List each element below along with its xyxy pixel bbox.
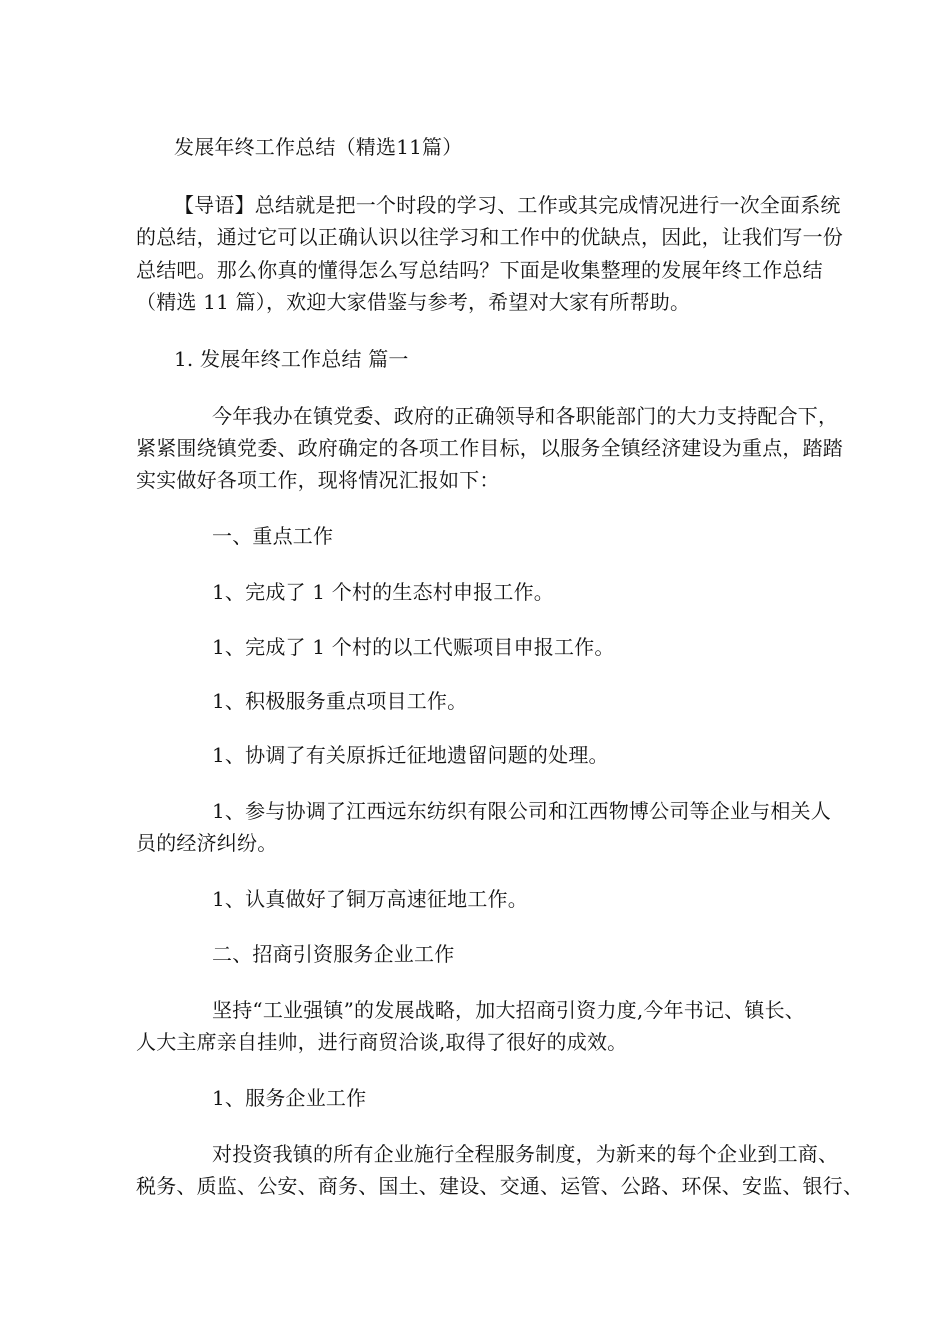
heading-investment: 二、招商引资服务企业工作 <box>212 942 455 966</box>
intro-line-1: 【导语】总结就是把一个时段的学习、工作或其完成情况进行一次全面系统 <box>174 193 841 217</box>
para1-line-1: 今年我办在镇党委、政府的正确领导和各职能部门的大力支持配合下， <box>212 404 839 428</box>
para2-line-1: 坚持“工业强镇”的发展战略，加大招商引资力度,今年书记、镇长、 <box>212 998 806 1022</box>
list-item: 1、完成了 1 个村的以工代赈项目申报工作。 <box>212 635 615 659</box>
dispute-item-line-1: 1、参与协调了江西远东纺织有限公司和江西物博公司等企业与相关人 <box>212 799 831 823</box>
para3-line-2: 税务、质监、公安、商务、国土、建设、交通、运管、公路、环保、安监、银行、 <box>136 1174 864 1198</box>
dispute-item-line-2: 员的经济纠纷。 <box>136 831 278 855</box>
intro-line-2: 的总结，通过它可以正确认识以往学习和工作中的优缺点，因此，让我们写一份 <box>136 225 843 249</box>
list-item: 1、积极服务重点项目工作。 <box>212 689 468 713</box>
intro-line-3: 总结吧。那么你真的懂得怎么写总结吗？下面是收集整理的发展年终工作总结 <box>136 258 823 282</box>
document-title: 发展年终工作总结（精选11篇） <box>174 135 463 159</box>
heading-key-work: 一、重点工作 <box>212 524 334 548</box>
intro-line-4: （精选 11 篇），欢迎大家借鉴与参考，希望对大家有所帮助。 <box>136 290 691 314</box>
para3-line-1: 对投资我镇的所有企业施行全程服务制度，为新来的每个企业到工商、 <box>212 1142 839 1166</box>
para1-line-3: 实实做好各项工作，现将情况汇报如下： <box>136 468 500 492</box>
para1-line-2: 紧紧围绕镇党委、政府确定的各项工作目标，以服务全镇经济建设为重点，踏踏 <box>136 436 843 460</box>
list-item: 1、完成了 1 个村的生态村申报工作。 <box>212 580 554 604</box>
list-item-land: 1、认真做好了铜万高速征地工作。 <box>212 887 528 911</box>
heading-service: 1、服务企业工作 <box>212 1086 367 1110</box>
list-item: 1、协调了有关原拆迁征地遗留问题的处理。 <box>212 743 609 767</box>
para2-line-2: 人大主席亲自挂帅，进行商贸洽谈,取得了很好的成效。 <box>136 1030 628 1054</box>
section-heading: 1. 发展年终工作总结 篇一 <box>174 347 409 371</box>
